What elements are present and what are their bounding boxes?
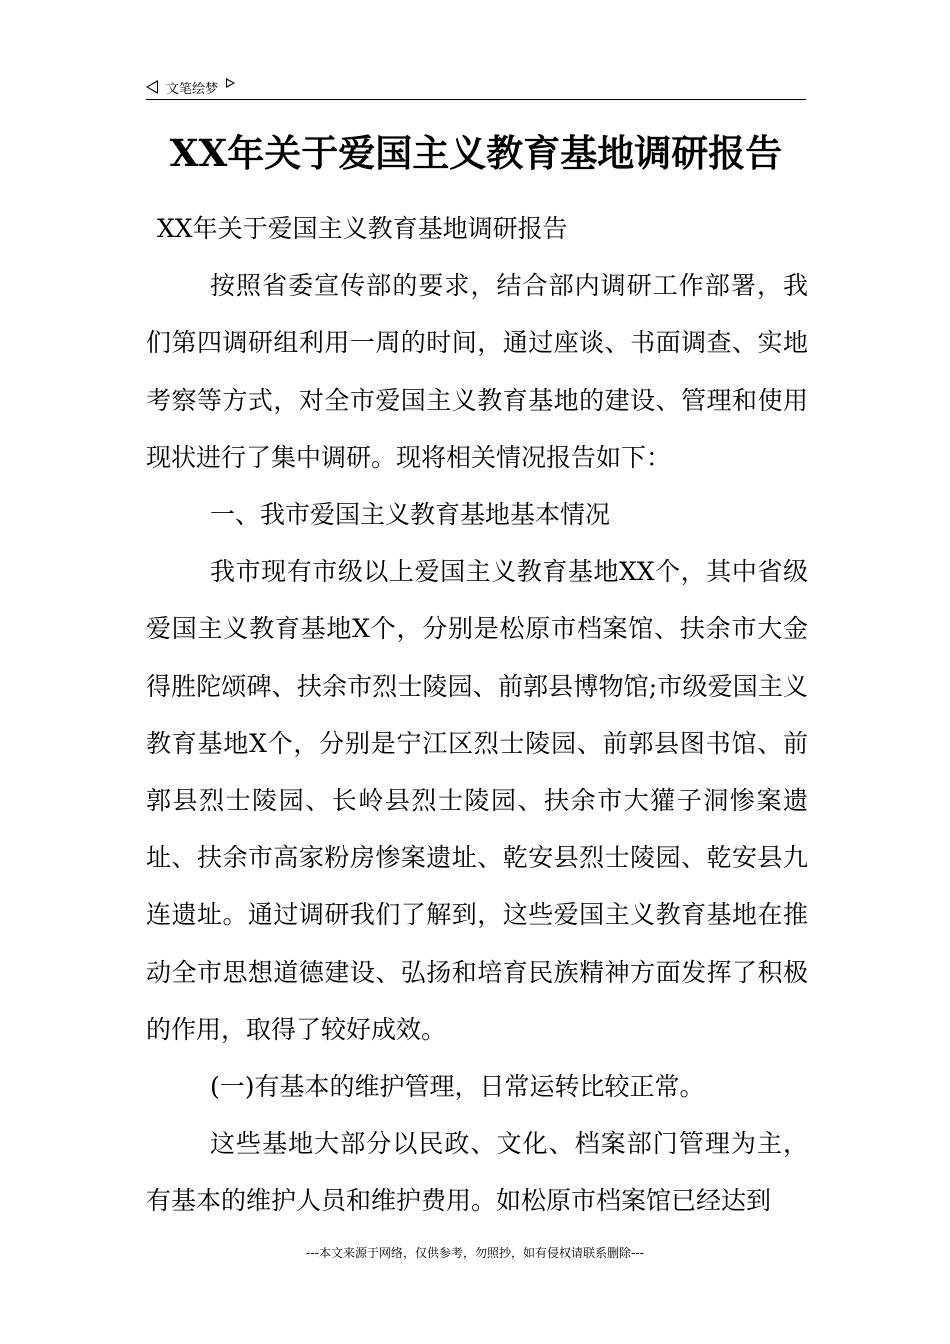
paragraph-overview: 我市现有市级以上爱国主义教育基地XX个，其中省级爱国主义教育基地X个，分别是松原市档案馆、扶余市大金得胜陀颂碑、扶余市烈士陵园、前郭县博物馆;市级爱国主义教育基地X个，分别是宁江区烈士陵园、前郭县图书馆、前郭县烈士陵园、长岭县烈士陵园、扶余市大獾子洞惨案遗址、扶余市高家粉房惨案遗址、乾安县烈士陵园、乾安县九连遗址。通过调研我们了解到，这些爱国主义教育基地在推动全市思想道德建设、弘扬和培育民族精神方面发挥了积极的作用，取得了较好成效。 (146, 557, 808, 1044)
document-body (146, 200, 808, 1230)
subsection-heading: (一)有基本的维护管理，日常运转比较正常。 (210, 1072, 705, 1102)
page-header (146, 76, 235, 98)
section-heading: 一、我市爱国主义教育基地基本情况 (210, 500, 611, 530)
header-brand: 文笔绘梦 (166, 81, 219, 97)
document-subtitle: XX年关于爱国主义教育基地调研报告 (157, 214, 568, 243)
triangle-left-icon (146, 80, 158, 94)
paragraph-management: 这些基地大部分以民政、文化、档案部门管理为主，有基本的维护人员和维护费用。如松原市档案馆已经达到 (146, 1129, 808, 1216)
triangle-right-icon (226, 78, 235, 88)
page-footer-notice: ---本文来源于网络，仅供参考，勿照抄，如有侵权请联系删除--- (306, 1246, 644, 1260)
header-divider (146, 99, 806, 100)
document-title: XX年关于爱国主义教育基地调研报告 (169, 131, 783, 175)
paragraph-intro: 按照省委宣传部的要求，结合部内调研工作部署，我们第四调研组利用一周的时间，通过座谈、书面调查、实地考察等方式，对全市爱国主义教育基地的建设、管理和使用现状进行了集中调研。现将相关情况报告如下： (146, 271, 808, 472)
